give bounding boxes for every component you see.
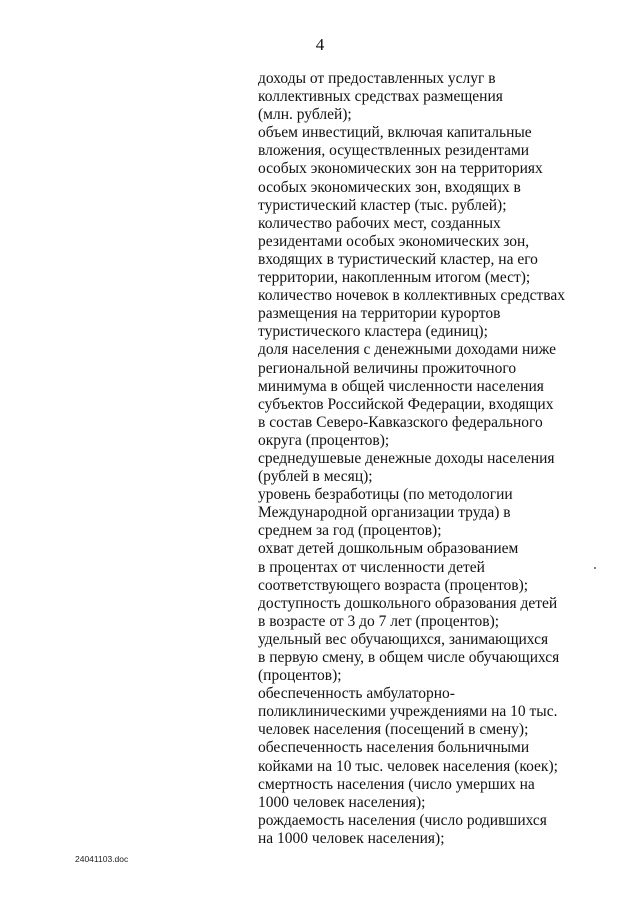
text-line: объем инвестиций, включая капитальные xyxy=(258,124,532,142)
text-line: Международной организации труда) в xyxy=(258,504,511,522)
text-line: входящих в туристический кластер, на его xyxy=(258,250,538,268)
text-line: количество рабочих мест, созданных xyxy=(258,214,501,232)
footer-file-reference: 24041103.doc xyxy=(75,854,129,864)
text-line: 1000 человек населения); xyxy=(258,793,426,811)
text-line: доходы от предоставленных услуг в xyxy=(258,70,496,87)
text-line: в первую смену, в общем числе обучающихся xyxy=(258,649,560,666)
text-line: в состав Северо-Кавказского федерального xyxy=(258,413,543,431)
text-line: рождаемость населения (число родившихся xyxy=(258,811,547,829)
text-line: поликлиническими учреждениями на 10 тыс. xyxy=(258,703,558,721)
text-line: смертность населения (число умерших на xyxy=(258,775,535,793)
text-line: особых экономических зон на территориях xyxy=(258,160,543,178)
text-line: уровень безработицы (по методологии xyxy=(258,486,513,504)
text-line: (процентов); xyxy=(258,667,342,685)
text-line: туристический кластер (тыс. рублей); xyxy=(258,196,507,214)
text-line: среднем за год (процентов); xyxy=(258,522,442,540)
text-line: туристического кластера (единиц); xyxy=(258,323,488,341)
text-line: охват детей дошкольным образованием xyxy=(258,540,519,558)
text-line: обеспеченность амбулаторно- xyxy=(258,685,455,703)
text-line: доступность дошкольного образования детей xyxy=(258,594,558,612)
text-line: в процентах от численности детей xyxy=(258,558,485,576)
text-line: минимума в общей численности населения xyxy=(258,377,544,395)
text-line: (рублей в месяц); xyxy=(258,468,373,486)
text-line: обеспеченность населения больничными xyxy=(258,739,530,757)
text-line: вложения, осуществленных резидентами xyxy=(258,142,530,160)
text-line: коллективных средствах размещения xyxy=(258,88,503,106)
indicator-list xyxy=(258,70,633,848)
text-line: человек населения (посещений в смену); xyxy=(258,721,529,739)
text-line: доля населения с денежными доходами ниже xyxy=(258,341,557,359)
text-line: среднедушевые денежные доходы населения xyxy=(258,449,555,467)
scan-artifact-dot xyxy=(594,567,596,569)
text-line: (млн. рублей); xyxy=(258,106,352,124)
text-line: соответствующего возраста (процентов); xyxy=(258,576,529,594)
page-number: 4 xyxy=(315,35,325,54)
text-line: койками на 10 тыс. человек населения (коек); xyxy=(258,757,558,775)
text-line: резидентами особых экономических зон, xyxy=(258,232,530,250)
text-line: в возрасте от 3 до 7 лет (процентов); xyxy=(258,612,500,630)
text-line: удельный вес обучающихся, занимающихся xyxy=(258,630,549,648)
text-line: количество ночевок в коллективных средствах xyxy=(258,287,566,305)
text-line: на 1000 человек населения); xyxy=(258,829,445,847)
text-line: особых экономических зон, входящих в xyxy=(258,178,521,196)
text-line: субъектов Российской Федерации, входящих xyxy=(258,395,554,413)
text-line: округа (процентов); xyxy=(258,431,390,449)
text-line: размещения на территории курортов xyxy=(258,305,501,323)
text-line: региональной величины прожиточного xyxy=(258,359,517,377)
text-line: территории, накопленным итогом (мест); xyxy=(258,269,531,287)
